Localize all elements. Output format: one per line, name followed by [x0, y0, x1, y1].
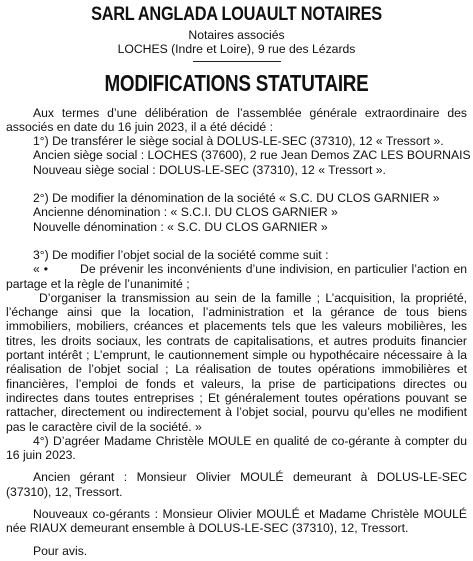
firm-name: SARL ANGLADA LOUAULT NOTAIRES	[91, 4, 382, 25]
notice-title: MODIFICATIONS STATUTAIRE	[104, 69, 369, 96]
firm-subtitle: Notaires associés	[188, 28, 285, 42]
item-3-quote: « • De prévenir les inconvénients d’une indivision, en particulier l’action en partage et la règle de l’unanimité ;	[6, 262, 471, 291]
item-3: 3°) De modifier l’objet social de la société comme suit :	[33, 247, 329, 262]
intro-paragraph: Aux termes d’une délibération de l’assemblée générale extraordinaire des associés en date du 16 juin 2023, il a été décidé :	[6, 105, 467, 134]
item-1: 1°) De transférer le siège social à DOLUS-LE-SEC (37310), 12 « Tressort ».	[33, 134, 444, 149]
item-4: 4°) D’agréer Madame Christèle MOULE en qualité de co-gérante à compter du 16 juin 2023.	[6, 433, 467, 463]
item-1-new-seat: Nouveau siège social : DOLUS-LE-SEC (37310), 12 « Tressort ».	[33, 162, 386, 177]
former-manager: Ancien gérant : Monsieur Olivier MOULÉ demeurant à DOLUS-LE-SEC (37310), 12, Tressort.	[6, 470, 467, 499]
closing-line: Pour avis.	[33, 544, 88, 558]
item-2-new-name: Nouvelle dénomination : « S.C. DU CLOS GARNIER »	[33, 219, 328, 234]
item-3-body: D’organiser la transmission au sein de la famille ; L’acquisition, la propriété, l’échange ainsi que la location, l’administration et la gérance de tous biens immobiliers, mobiliers, créances et placements tels que les valeurs mobilières, les titres, les droits sociaux, les contrats de capitalisations, et autres produits financier portant intérêt ; L’emprunt, le cautionnement simple ou hypothécaire nécessaire à la réalisation de l’objet social ; La réalisation de toutes opérations immobilières et financières, l’emploi de fonds et valeurs, la prise de participations directes ou indirectes dans toutes entreprises ; Et généralement toutes opérations pouvant se rattacher, directement ou indirectement à l’objet social, pourvu qu’elles ne modifient pas le caractère civil de la société. »	[6, 290, 467, 434]
new-managers: Nouveaux co-gérants : Monsieur Olivier MOULÉ et Madame Christèle MOULÉ née RIAUX demeurant ensemble à DOLUS-LE-SEC (37310), 12, Tressort.	[6, 507, 467, 536]
spacer	[6, 177, 467, 191]
item-2: 2°) De modifier la dénomination de la société « S.C. DU CLOS GARNIER »	[33, 191, 440, 206]
firm-address: LOCHES (Indre et Loire), 9 rue des Lézards	[117, 42, 356, 57]
header-divider	[193, 61, 281, 62]
item-2-old-name: Ancienne dénomination : « S.C.I. DU CLOS GARNIER »	[33, 205, 338, 220]
item-1-old-seat: Ancien siège social : LOCHES (37600), 2 rue Jean Demos ZAC LES BOURNAIS	[33, 148, 471, 163]
spacer	[6, 234, 467, 248]
spacer	[6, 499, 467, 507]
